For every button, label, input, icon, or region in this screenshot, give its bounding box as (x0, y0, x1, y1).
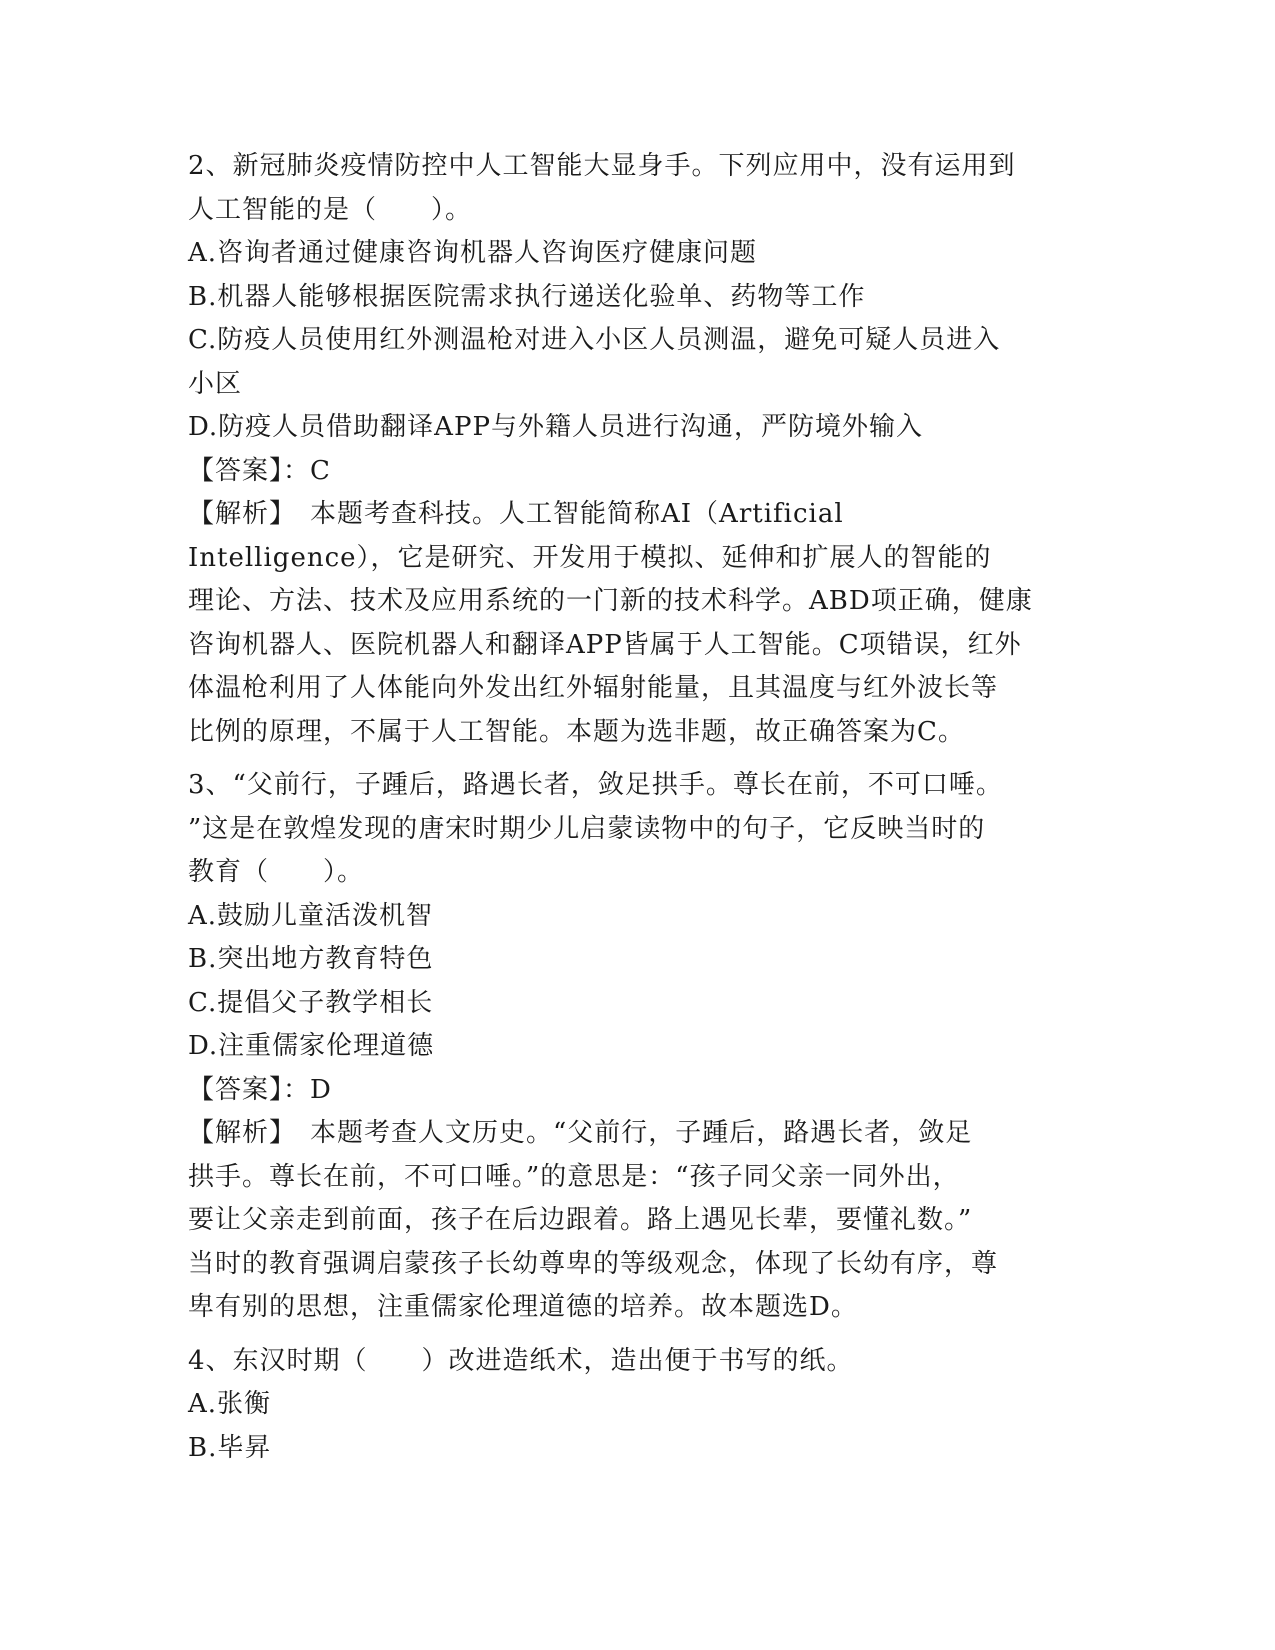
analysis-line: 【解析】 本题考查人文历史。“父前行，子踵后，路遇长者，敛足 (188, 1118, 973, 1148)
analysis-line: 要让父亲走到前面，孩子在后边跟着。路上遇见长辈，要懂礼数。” (188, 1205, 973, 1235)
option-b: B.机器人能够根据医院需求执行递送化验单、药物等工作 (188, 281, 866, 312)
analysis-line: 体温枪利用了人体能向外发出红外辐射能量，且其温度与红外波长等 (188, 673, 999, 703)
option-a: A.张衡 (188, 1389, 272, 1419)
question-3 (188, 764, 1078, 1330)
answer-line: 【答案】：D (188, 1074, 332, 1105)
analysis-line: 当时的教育强调启蒙孩子长幼尊卑的等级观念，体现了长幼有序，尊 (188, 1248, 999, 1279)
answer-line: 【答案】：C (188, 455, 331, 486)
question-stem-line: 教育（ ）。 (188, 857, 365, 887)
question-stem-line: 4、东汉时期（ ）改进造纸术，造出便于书写的纸。 (188, 1345, 854, 1376)
option-d: D.注重儒家伦理道德 (188, 1031, 435, 1061)
option-b: B.突出地方教育特色 (188, 944, 434, 974)
analysis-line: 【解析】 本题考查科技。人工智能简称AI（Artificial (188, 499, 844, 529)
analysis-line: 理论、方法、技术及应用系统的一门新的技术科学。ABD项正确，健康 (188, 586, 1033, 616)
question-stem-line: ”这是在敦煌发现的唐宋时期少儿启蒙读物中的句子，它反映当时的 (188, 813, 986, 844)
question-stem-line: 2、新冠肺炎疫情防控中人工智能大显身手。下列应用中，没有运用到 (188, 151, 1016, 181)
option-d: D.防疫人员借助翻译APP与外籍人员进行沟通，严防境外输入 (188, 412, 923, 442)
option-b: B.毕昇 (188, 1432, 272, 1463)
question-2 (188, 145, 1078, 754)
analysis-line: 拱手。尊长在前，不可口唾。”的意思是：“孩子同父亲一同外出， (188, 1161, 960, 1192)
option-c-continued: 小区 (188, 368, 243, 399)
option-c: C.提倡父子教学相长 (188, 987, 434, 1018)
document-page (188, 145, 1078, 1470)
question-4 (188, 1340, 1078, 1471)
analysis-line: 比例的原理，不属于人工智能。本题为选非题，故正确答案为C。 (188, 716, 965, 747)
option-a: A.鼓励儿童活泼机智 (188, 900, 434, 931)
question-stem-line: 3、“父前行，子踵后，路遇长者，敛足拱手。尊长在前，不可口唾。 (188, 770, 1003, 800)
option-c: C.防疫人员使用红外测温枪对进入小区人员测温，避免可疑人员进入 (188, 325, 1001, 355)
analysis-line: Intelligence），它是研究、开发用于模拟、延伸和扩展人的智能的 (188, 542, 992, 573)
option-a: A.咨询者通过健康咨询机器人咨询医疗健康问题 (188, 238, 758, 268)
analysis-line: 卑有别的思想，注重儒家伦理道德的培养。故本题选D。 (188, 1292, 858, 1322)
analysis-line: 咨询机器人、医院机器人和翻译APP皆属于人工智能。C项错误，红外 (188, 629, 1022, 660)
question-stem-line: 人工智能的是（ ）。 (188, 194, 473, 225)
